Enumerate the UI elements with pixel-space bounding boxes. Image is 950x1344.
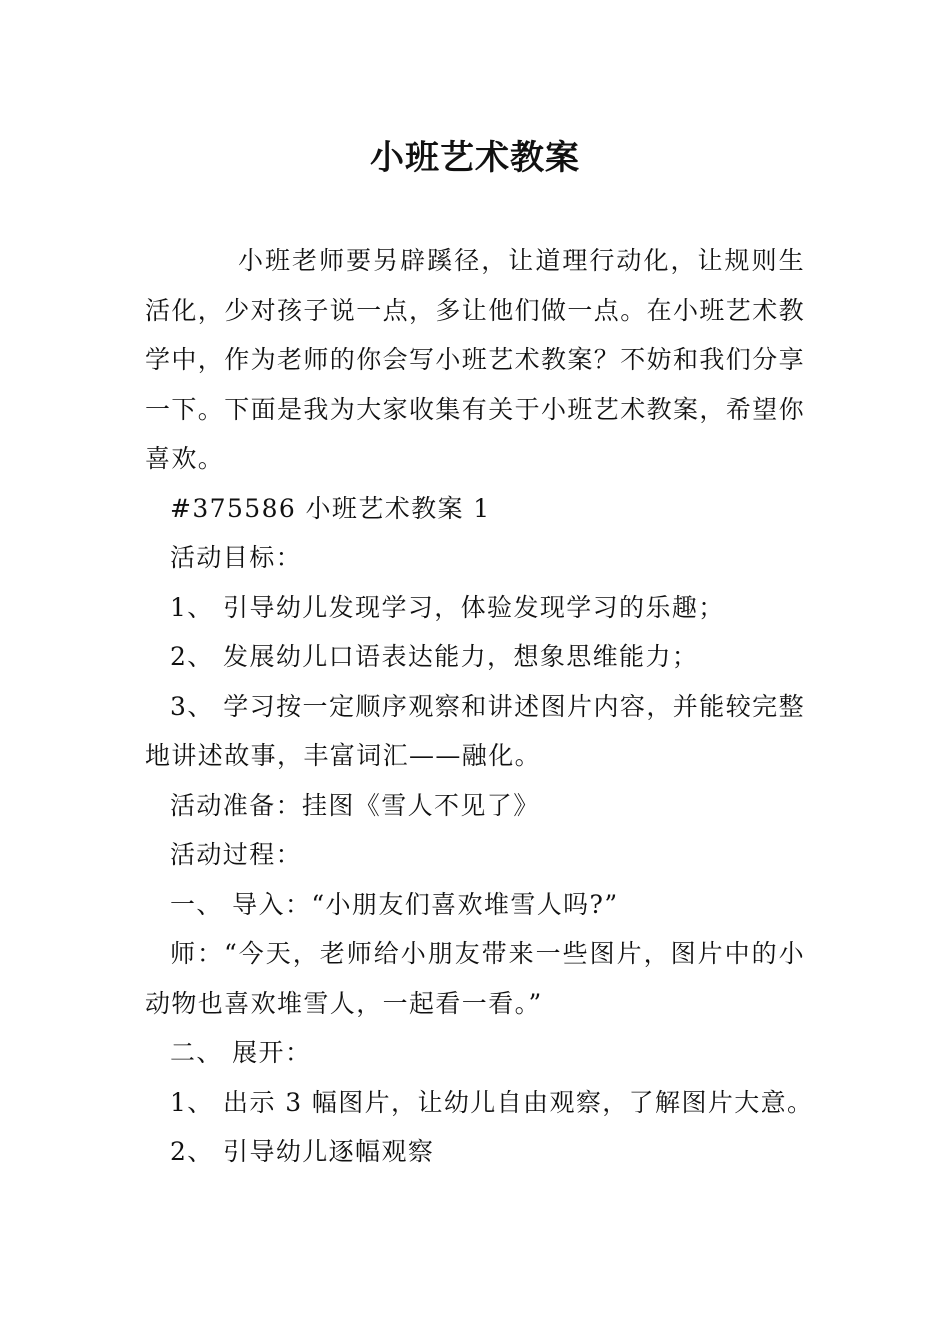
step-2-item-1: 1、 出示 3 幅图片，让幼儿自由观察，了解图片大意。 xyxy=(170,1087,814,1117)
preparation-line: 活动准备：挂图《雪人不见了》 xyxy=(170,790,540,820)
goal-item-2: 2、 发展幼儿口语表达能力，想象思维能力； xyxy=(170,642,699,671)
step-1-intro: 一、 导入：“小朋友们喜欢堆雪人吗?” xyxy=(170,889,619,919)
goal-item-3: 3、 学习按一定顺序观察和讲述图片内容，并能较完整地讲述故事，丰富词汇——融化。 xyxy=(145,691,805,770)
step-2-heading: 二、 展开： xyxy=(170,1038,312,1067)
teacher-line: 师：“今天，老师给小朋友带来一些图片，图片中的小动物也喜欢堆雪人，一起看一看。” xyxy=(145,939,805,1018)
document-body xyxy=(145,236,814,1177)
goal-item-1: 1、 引导幼儿发现学习，体验发现学习的乐趣； xyxy=(170,592,725,622)
intro-paragraph: 小班老师要另辟蹊径，让道理行动化，让规则生活化，少对孩子说一点，多让他们做一点。在小班艺术教学中，作为老师的你会写小班艺术教案？不妨和我们分享一下。下面是我为大家收集有关于小班艺术教案，希望你喜欢。 xyxy=(145,246,806,473)
document-title: 小班艺术教案 xyxy=(370,138,580,178)
process-label: 活动过程： xyxy=(170,840,303,869)
step-2-item-2: 2、 引导幼儿逐幅观察 xyxy=(170,1137,435,1166)
goals-label: 活动目标： xyxy=(170,543,303,572)
section-heading: #375586 小班艺术教案 1 xyxy=(170,493,491,523)
